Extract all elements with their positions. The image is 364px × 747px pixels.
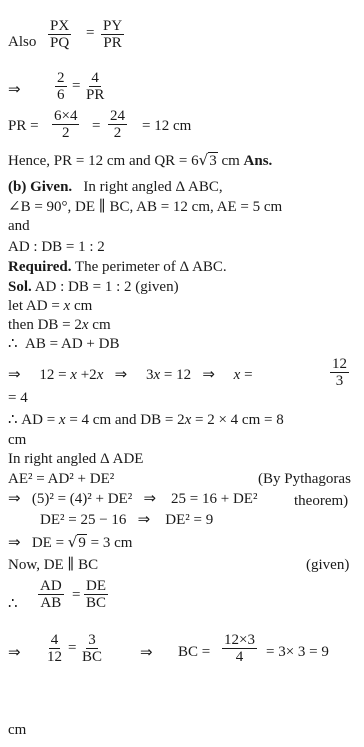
given-line: (b) Given. In right angled Δ ABC, (8, 179, 223, 195)
solution-line: Sol. AD : DB = 1 : 2 (given) (8, 279, 179, 295)
fraction-4-12: $\frac{4}{12}$ (47, 632, 62, 665)
fraction-de-bc: $\frac{DE}{BC}$ (86, 578, 107, 611)
hence-line: Hence, PR = 12 cm and QR = 6√3 cm Ans. (8, 151, 273, 169)
fraction-6x4-2: $\frac{6\times 4}{2}$ (54, 108, 78, 141)
fraction-4-pr: $\frac{4}{PR}$ (86, 70, 105, 103)
fraction-py-pr: $\frac{PY}{PR}$ (103, 18, 123, 51)
required-line: Required. The perimeter of Δ ABC. (8, 259, 227, 275)
fraction-3-bc: $\frac{3}{BC}$ (82, 632, 103, 665)
text-also: Also (8, 34, 37, 50)
fraction-px-pq: $\frac{PX}{PQ}$ (50, 18, 70, 51)
fraction-ad-ab: $\frac{AD}{AB}$ (40, 578, 62, 611)
fraction-12x3-4: $\frac{12\times 3}{4}$ (224, 632, 255, 665)
fraction-24-2: $\frac{24}{2}$ (110, 108, 125, 141)
fraction-2-6: $\frac{2}{6}$ (57, 70, 65, 103)
implies-arrow: ⇒ (8, 80, 21, 98)
fraction-12-3: $\frac{12}{3}$ (332, 356, 347, 389)
